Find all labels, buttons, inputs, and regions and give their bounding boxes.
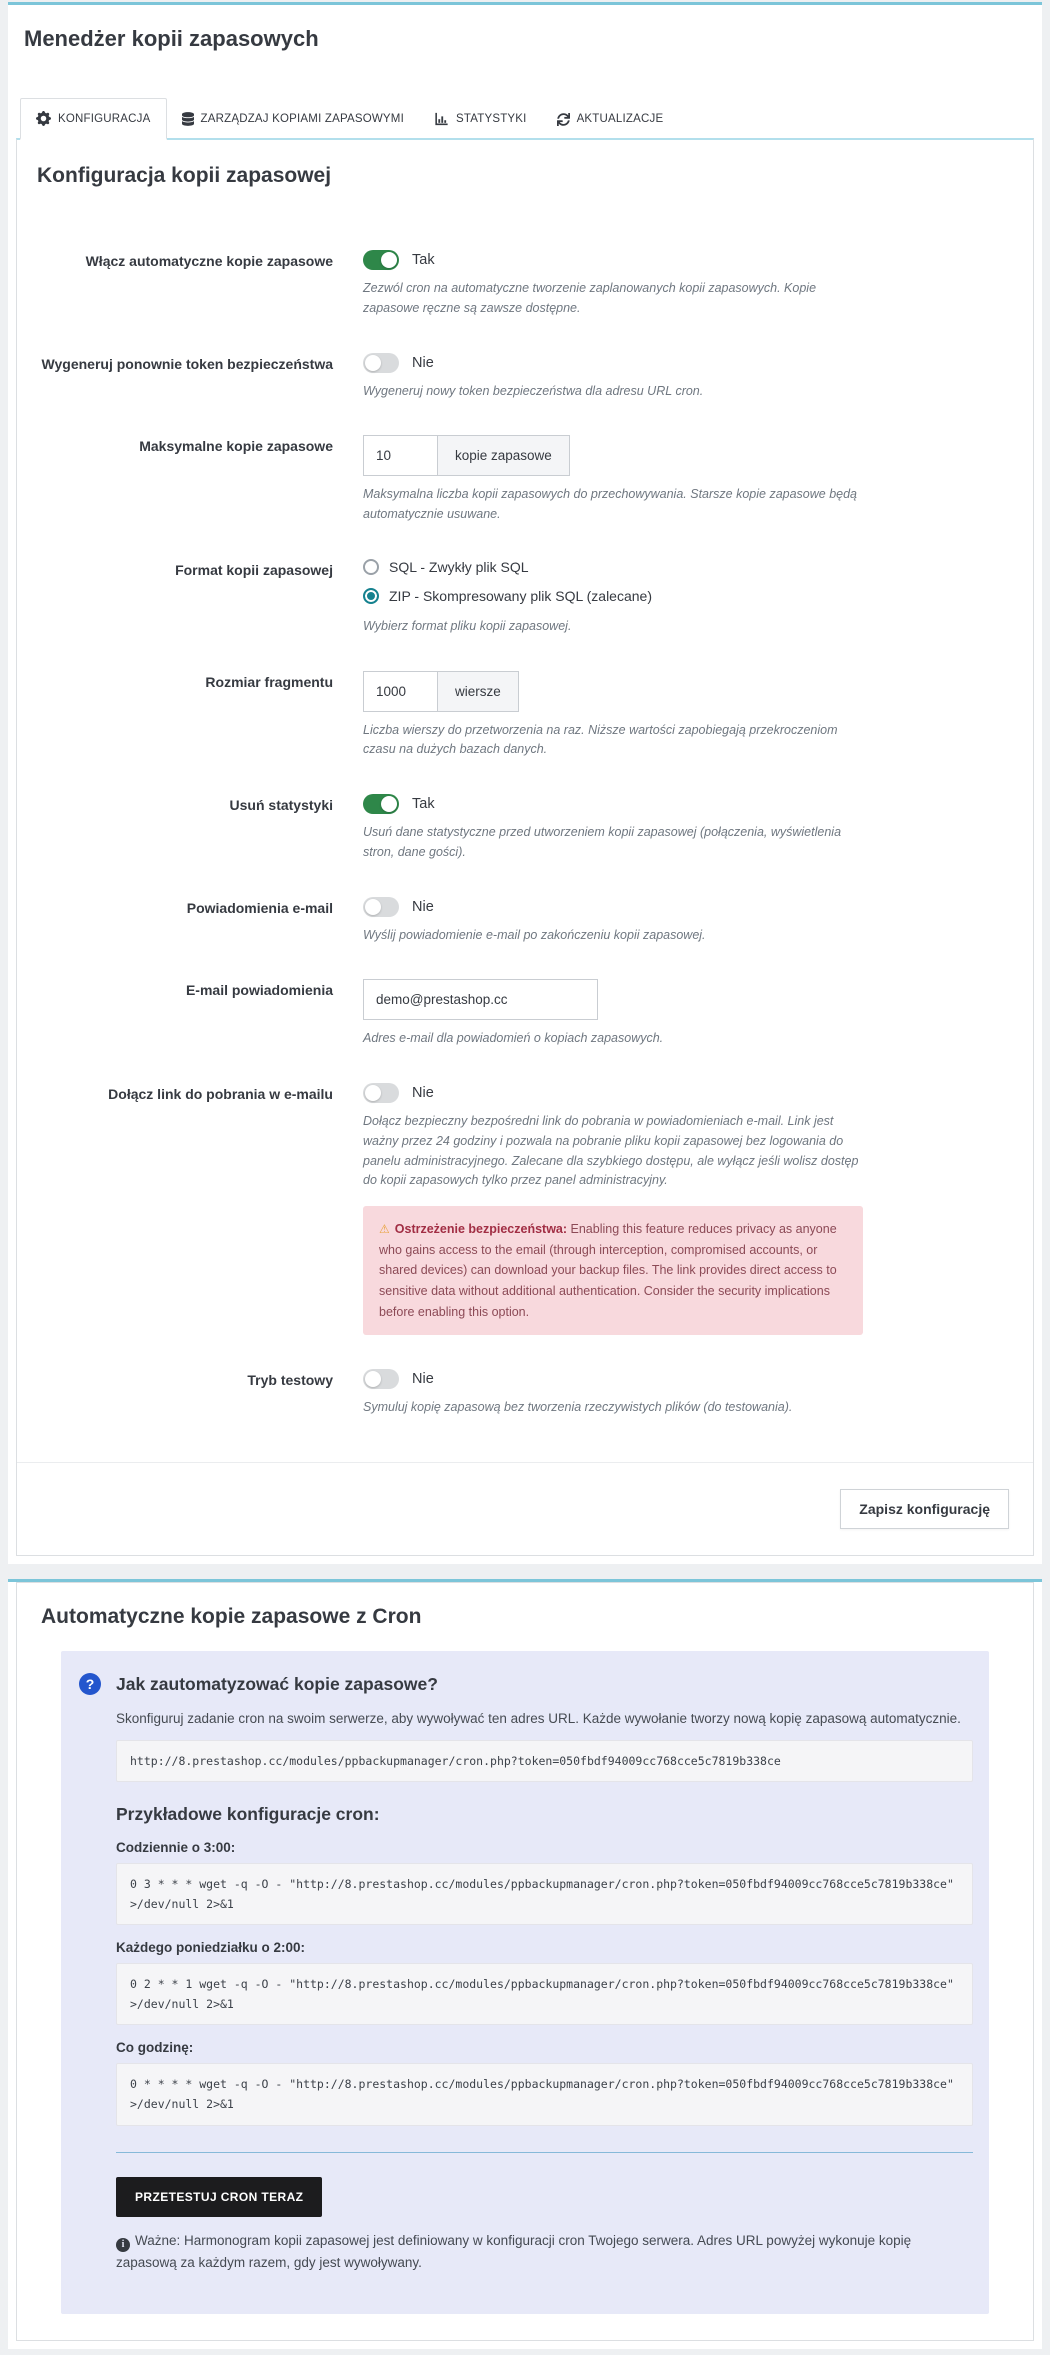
toggle-knob [381,252,397,268]
toggle-state-label: Nie [412,1371,434,1388]
toggle-state-label: Tak [412,252,435,268]
cron-example-hourly [116,2040,973,2125]
chunk-size-unit: wiersze [438,671,519,712]
toggle-state-label: Nie [412,354,434,371]
field-help: Symuluj kopię zapasową bez tworzenia rzeczywistych plików (do testowania). [363,1400,793,1415]
field-label: Tryb testowy [247,1372,333,1389]
cron-example-label: Co godzinę: [116,2040,194,2056]
question-circle-icon [79,1673,101,1695]
field-label: Powiadomienia e-mail [186,899,333,916]
field-label: Rozmiar fragmentu [205,673,333,690]
tab-konfiguracja[interactable] [20,98,167,140]
field-help: Dołącz bezpieczny bezpośredni link do pobrania w powiadomieniach e-mail. Link jest ważny przez 24 godziny i pozwala na pobranie pliku kopii zapasowej bez logowania do panelu administracyjnego. Zalecane dla szybkiego dostępu, ale wyłącz jeśli wolisz dostęp do kopii zapasowych tylko przez panel administracyjny. [363,1114,859,1188]
notification-email-input[interactable] [363,979,598,1020]
radio-label: SQL - Zwykły plik SQL [389,558,529,575]
include-download-link-toggle[interactable] [363,1083,399,1103]
toggle-knob [381,796,397,812]
cron-example-label: Codziennie o 3:00: [116,1839,236,1855]
tab-zarzadzaj-kopiami[interactable] [167,98,419,140]
field-label: Włącz automatyczne kopie zapasowe [85,253,333,269]
row-email-notifications [17,897,1033,946]
test-mode-toggle[interactable] [363,1369,399,1389]
tab-label: KONFIGURACJA [58,112,151,125]
enable-auto-backups-toggle[interactable] [363,250,399,270]
radio-dot [363,559,379,575]
toggle-knob [365,899,381,915]
row-regenerate-token [17,353,1033,402]
tab-label: AKTUALIZACJE [576,113,664,125]
row-clear-stats [17,794,1033,863]
tab-statystyki[interactable] [419,98,542,140]
backup-manager-card [8,2,1042,1564]
refresh-icon [557,113,570,126]
warning-title: Ostrzeżenie bezpieczeństwa: [394,1222,568,1236]
test-cron-button[interactable]: PRZETESTUJ CRON TERAZ [116,2177,322,2217]
clear-stats-toggle[interactable] [363,794,399,814]
field-label: Usuń statystyki [229,797,333,813]
email-notifications-toggle[interactable] [363,897,399,917]
row-include-download-link [17,1083,1033,1335]
field-help: Wyślij powiadomienie e-mail po zakończeniu kopii zapasowej. [363,927,706,942]
cron-example-command: 0 3 * * * wget -q -O - "http://8.prestashop.cc/modules/ppbackupmanager/cron.php?token=050fbdf94009cc768cce5c7819b338ce" >/dev/null 2>&1 [116,1863,973,1925]
cron-intro: Skonfiguruj zadanie cron na swoim serwerze, aby wywoływać ten adres URL. Każde wywołanie tworzy nową kopię zapasową automatycznie. [116,1711,961,1727]
toggle-state-label: Nie [412,1085,434,1101]
cogs-icon [36,111,51,126]
row-backup-format [17,559,1033,637]
cron-example-daily [116,1840,973,1925]
cron-note [116,2230,973,2275]
field-label: Wygeneruj ponownie token bezpieczeństwa [41,355,333,372]
cron-box-title: Jak zautomatyzować kopie zapasowe? [116,1673,438,1694]
chunk-size-input[interactable] [363,671,438,712]
cron-note-label: Ważne: [135,2232,181,2248]
save-configuration-button[interactable]: Zapisz konfigurację [840,1489,1009,1529]
page-title: Menedżer kopii zapasowych [24,26,319,51]
tab-label: STATYSTYKI [455,113,527,125]
field-help: Usuń dane statystyczne przed utworzeniem kopii zapasowej (połączenia, wyświetlenia stron, dane gości). [363,825,842,859]
cron-note-text: Harmonogram kopii zapasowej jest definiowany w konfiguracji cron Twojego serwera. Adres URL powyżej wykonuje kopię zapasową za każdym razem, gdy jest wywoływany. [116,2232,912,2270]
regenerate-token-toggle[interactable] [363,353,399,373]
max-backups-input[interactable] [363,435,438,476]
field-label: E-mail powiadomienia [185,982,333,999]
cron-url: http://8.prestashop.cc/modules/ppbackupmanager/cron.php?token=050fbdf94009cc768cce5c7819b338ce [116,1740,973,1782]
field-label: Format kopii zapasowej [175,561,333,578]
warning-icon [379,1222,390,1236]
cron-example-command: 0 * * * * wget -q -O - "http://8.prestashop.cc/modules/ppbackupmanager/cron.php?token=050fbdf94009cc768cce5c7819b338ce" >/dev/null 2>&1 [116,2063,973,2125]
toggle-knob [365,1371,381,1387]
row-notification-email [17,979,1033,1049]
row-max-backups [17,435,1033,525]
field-help: Wybierz format pliku kopii zapasowej. [363,618,572,633]
warning-text: Enabling this feature reduces privacy as anyone who gains access to the email (through interception, compromised accounts, or shared devices) can download your backup files. The link provides direct access to sensitive data without additional authentication. Consider the security implications before enabling this option. [379,1222,837,1319]
row-chunk-size [17,671,1033,761]
database-icon [182,112,194,126]
configuration-form [17,250,1033,1418]
toggle-knob [365,355,381,371]
configuration-panel [16,138,1034,1556]
row-enable-auto-backups [17,250,1033,319]
toggle-state-label: Tak [412,796,435,812]
cron-examples-heading: Przykładowe konfiguracje cron: [116,1803,380,1824]
radio-format-sql[interactable] [363,559,863,575]
field-help: Adres e-mail dla powiadomień o kopiach zapasowych. [363,1031,664,1046]
field-help: Maksymalna liczba kopii zapasowych do przechowywania. Starsze kopie zapasowe będą automatycznie usuwane. [363,487,858,521]
cron-card [8,1579,1042,2349]
toggle-state-label: Nie [412,898,434,915]
cron-heading: Automatyczne kopie zapasowe z Cron [41,1605,422,1629]
field-label: Dołącz link do pobrania w e-mailu [108,1086,333,1102]
cron-panel [16,1582,1034,2341]
divider [116,2152,973,2153]
radio-dot [363,588,379,604]
configuration-heading: Konfiguracja kopii zapasowej [37,164,332,187]
tab-aktualizacje[interactable] [542,98,679,140]
row-test-mode [17,1369,1033,1418]
tab-label: ZARZĄDZAJ KOPIAMI ZAPASOWYMI [200,113,404,125]
max-backups-unit: kopie zapasowe [438,435,570,476]
cron-example-label: Każdego poniedziałku o 2:00: [116,1940,306,1956]
field-label: Maksymalne kopie zapasowe [139,438,333,455]
tab-bar [16,98,1034,140]
cron-example-command: 0 2 * * 1 wget -q -O - "http://8.prestashop.cc/modules/ppbackupmanager/cron.php?token=050fbdf94009cc768cce5c7819b338ce" >/dev/null 2>&1 [116,1963,973,2025]
chart-bar-icon [434,112,449,126]
radio-label: ZIP - Skompresowany plik SQL (zalecane) [389,587,652,604]
security-warning-box [363,1206,863,1335]
radio-format-zip[interactable] [363,588,863,604]
toggle-knob [365,1085,381,1101]
field-help: Wygeneruj nowy token bezpieczeństwa dla adresu URL cron. [363,383,704,398]
form-footer [17,1462,1033,1555]
cron-info-box [61,1651,989,2314]
info-circle-icon [116,2238,130,2252]
field-help: Liczba wierszy do przetworzenia na raz. Niższe wartości zapobiegają przekroczeniom czasu na dużych bazach danych. [363,722,838,757]
field-help: Zezwól cron na automatyczne tworzenie zaplanowanych kopii zapasowych. Kopie zapasowe ręczne są zawsze dostępne. [363,281,817,315]
cron-example-monday [116,1940,973,2025]
